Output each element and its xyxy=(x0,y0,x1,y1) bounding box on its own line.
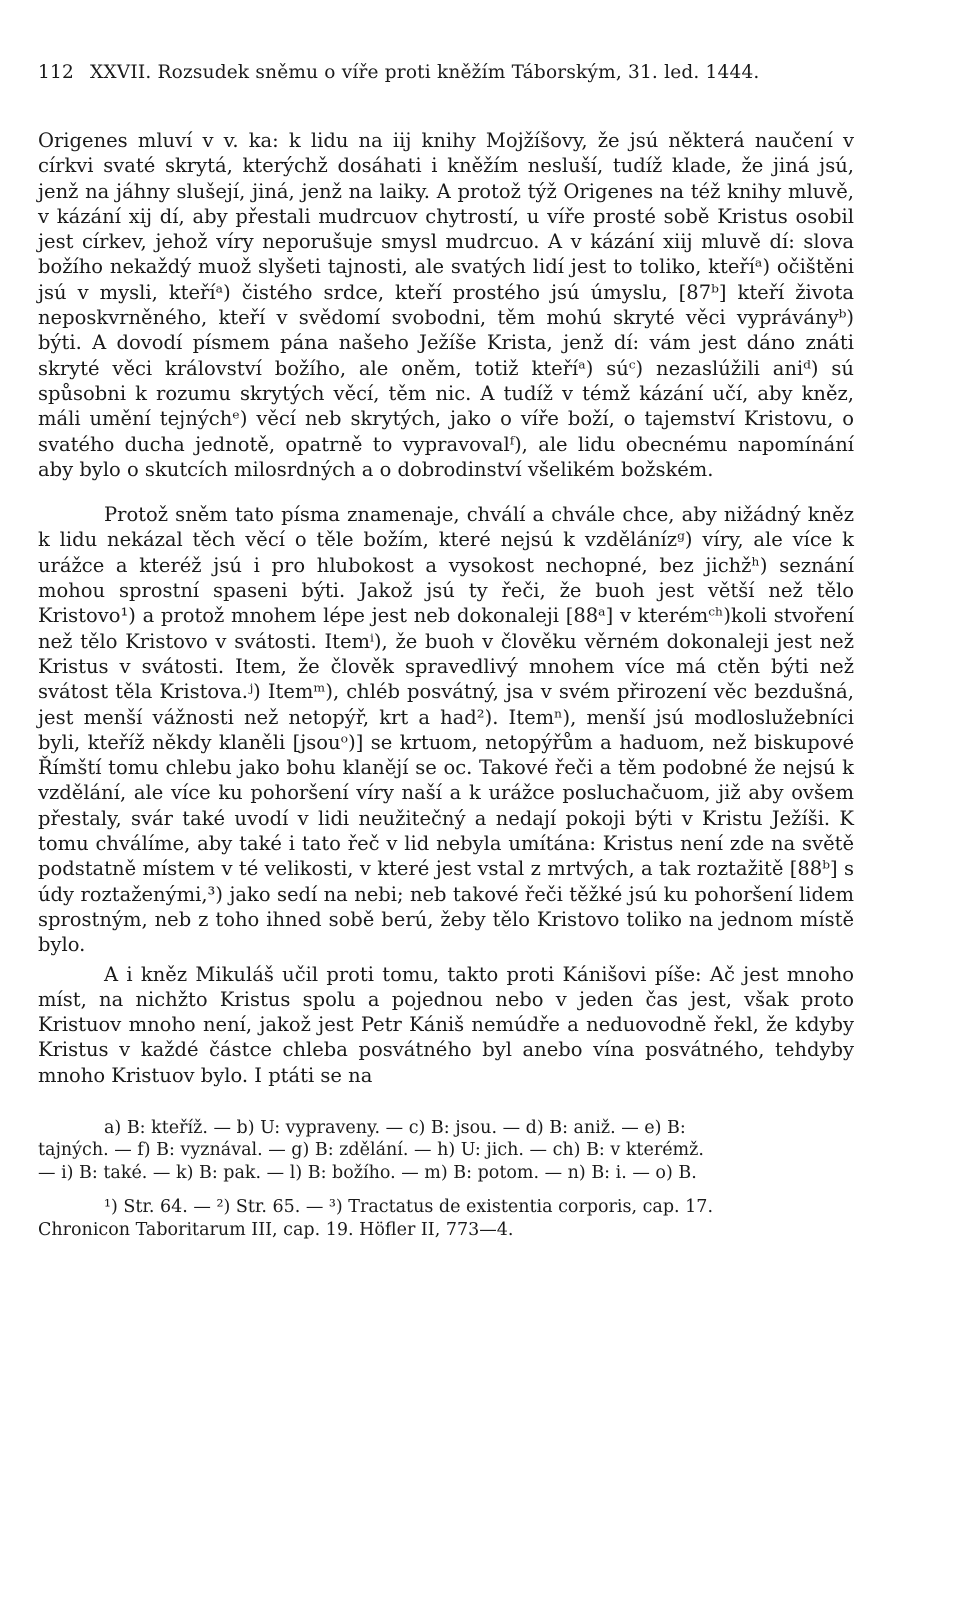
source-note-line: Chronicon Taboritarum III, cap. 19. Höfler II, 773—4. xyxy=(38,1219,514,1240)
variant-note-line: — i) B: také. — k) B: pak. — l) B: božího. — m) B: potom. — n) B: i. — o) B. xyxy=(38,1162,697,1183)
running-title: XXVII. Rozsudek sněmu o víře proti kněžím Táborským, 31. led. 1444. xyxy=(90,62,760,83)
paragraph-snem: Protož sněm tato písma znamenaje, chválí a chvále chce, aby nižádný kněz k lidu nekázal těch věcí o těle božím, které nejsú k vzdělánízᵍ) víry, ale více k urážce a kteréž jsú i pro hlubokost a vysokost nechopné, bez jichžʰ) seznání mohou sprostní spaseni býti. Jakož jsú ty řeči, že buoh jest větší než tělo Kristovo¹) a protož mnohem lépe jest neb dokonaleji [88ᵃ] v kterémᶜʰ)koli stvoření než tělo Kristovo v svátosti. Itemⁱ), že buoh v člověku věrném dokonaleji jest než Kristus v svátosti. Item, že člověk spravedlivý mnohem více má ctěn býti než svátost těla Kristova.ʲ) Itemᵐ), chléb posvátný, jsa v svém přirození věc bezdušná, jest menší vážnosti než netopýř, krt a had²). Itemⁿ), menší jsú modloslužebníci byli, kteříž někdy klaněli [jsouᵒ)] se krtuom, netopýřům a haduom, než biskupové Římští tomu chlebu jako bohu klanějí se oc. Takové řeči a těm podobné že nejsú k vzdělání, ale více ku pohoršení víry naší a k urážce posluchačuom, již aby ovšem přestaly, svár také uvodí v lidi neužitečný a nedají pokoji býti v Kristu Ježíši. K tomu chválíme, aby také i tato řeč v lid nebyla umítána: Kristus není zde na světě podstatně místem v té velikosti, v které jest vstal z mrtvých, a tak roztažitě [88ᵇ] s údy roztaženými,³) jako sedí na nebi; neb takové řeči těžké jsú ku pohoršení lidem sprostným, neb z toho ihned sobě berú, žeby tělo Kristovo toliko na jednom místě bylo. xyxy=(38,503,854,957)
paragraph-origenes: Origenes mluví v v. ka: k lidu na iij knihy Mojžíšovy, že jsú některá naučení v církvi svaté skrytá, kterýchž dosáhati i kněžím nesluší, tudíž klade, že jiná jsú, jenž na jáhny slušejí, jiná, jenž na laiky. A protož týž Origenes na též knihy mluvě, v kázání xij dí, aby přestali mudrcuov chytrostí, u víře prosté sobě Kristus osobil jest církev, jehož víry neporušuje smysl mudrcuo. A v kázání xiij mluvě dí: slova božího nekaždý muož slyšeti tajnosti, ale svatých lidí jest to toliko, kteříᵃ) očištěni jsú v mysli, kteříᵃ) čistého srdce, kteří prostého jsú úmyslu, [87ᵇ] kteří života neposkvrněného, kteří v svědomí svobodni, těm mohú skryté věci vypráványᵇ) býti. A dovodí písmem pána našeho Ježíše Krista, jenž dí: vám jest dáno znáti skryté věci království božího, ale oněm, totiž kteříᵃ) súᶜ) nezaslúžili aniᵈ) sú spůsobni k rozumu skrytých věcí, těm nic. A tudíž v témž kázání učí, aby kněz, máli umění tejnýchᵉ) věcí neb skrytých, jako o víře boží, o tajemství Kristovu, o svatého ducha jednotě, opatrně to vypravovalᶠ), ale lidu obecnému napomínání aby bylo o skutcích milosrdných a o dobrodinství všelikém božském. xyxy=(38,129,854,481)
variant-note-line: tajných. — f) B: vyznával. — g) B: zdělání. — h) U: jich. — ch) B: v kterémž. xyxy=(38,1140,704,1161)
footnotes xyxy=(38,1117,854,1241)
page-number: 112 xyxy=(38,62,74,83)
running-header xyxy=(38,62,854,83)
source-note-line: ¹) Str. 64. — ²) Str. 65. — ³) Tractatus de existentia corporis, cap. 17. xyxy=(104,1197,714,1218)
variant-note-line: a) B: kteříž. — b) U: vypraveny. — c) B: jsou. — d) B: aniž. — e) B: xyxy=(104,1117,686,1138)
book-page xyxy=(38,62,854,1241)
paragraph-mikulas: A i kněz Mikuláš učil proti tomu, takto proti Kánišovi píše: Ač jest mnoho míst, na nichžto Kristus spolu a pojednou nebo v jeden čas jest, však proto Kristuov mnoho není, jakož jest Petr Kániš nemúdře a neduovodně řekl, že kdyby Kristus v každé částce chleba posvátného byl anebo vína posvátného, tehdyby mnoho Kristuov bylo. I ptáti se na xyxy=(38,962,854,1087)
